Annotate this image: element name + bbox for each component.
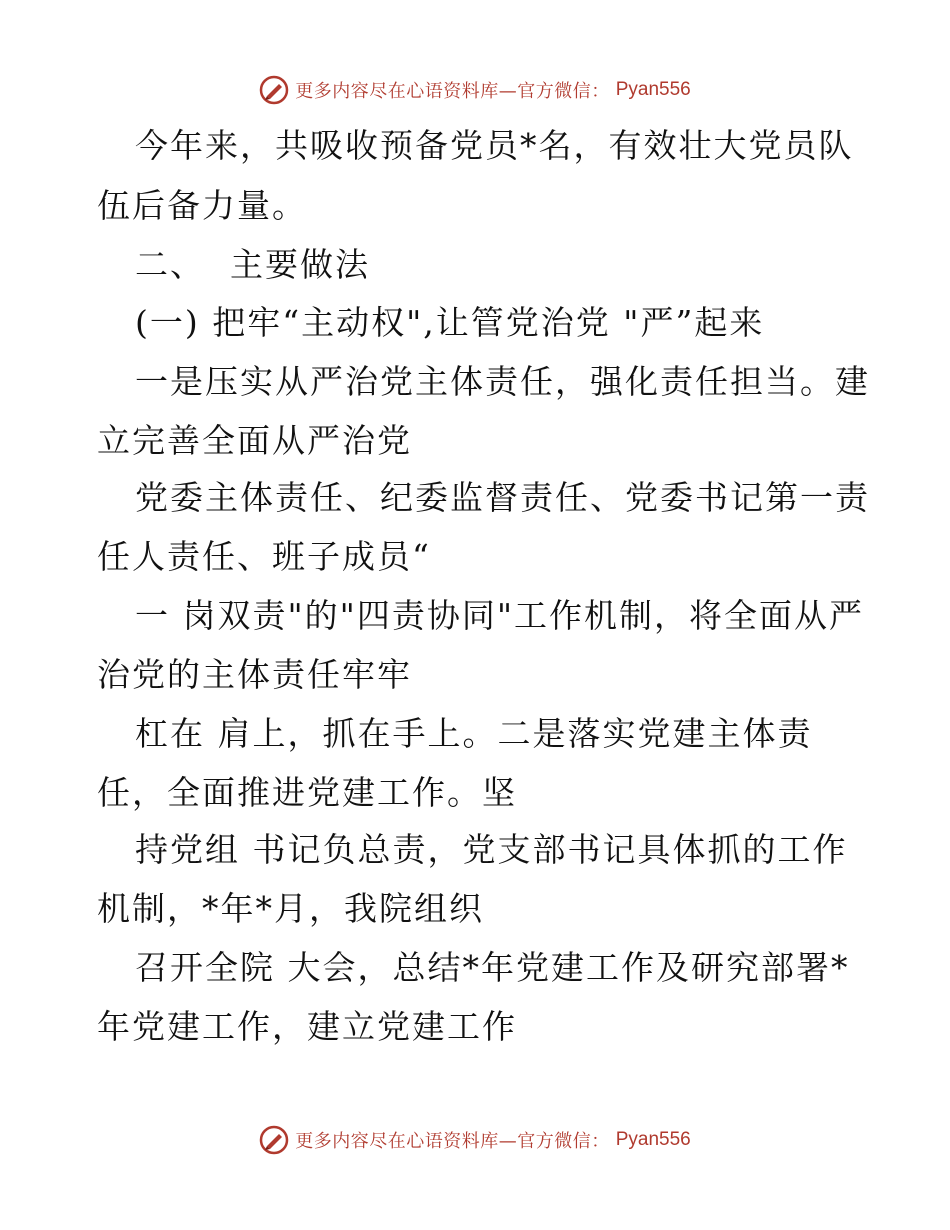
section-heading: 二、 主要做法	[135, 245, 370, 284]
subsection-heading: (一) 把牢“主动权",让管党治党 "严”起来	[135, 303, 765, 342]
body-line: 立完善全面从严治党	[97, 421, 412, 460]
pen-logo-icon	[259, 75, 289, 105]
body-line: 任人责任、班子成员“	[97, 537, 431, 576]
footer-banner-text: 更多内容尽在心语资料库—官方微信：	[295, 1131, 610, 1152]
body-line: 年党建工作，建立党建工作	[97, 1007, 517, 1046]
body-line: 杠在 肩上，抓在手上。二是落实党建主体责	[135, 714, 813, 753]
body-line: 伍后备力量。	[97, 186, 307, 225]
body-line: 党委主体责任、纪委监督责任、党委书记第一责	[135, 478, 870, 517]
header-banner-text: 更多内容尽在心语资料库—官方微信：	[295, 81, 610, 102]
header-banner-wechat: Pyan556	[615, 79, 691, 100]
body-line: 一 岗双责"的"四责协同"工作机制，将全面从严	[135, 596, 865, 635]
footer-banner-wechat: Pyan556	[615, 1129, 691, 1150]
body-line: 召开全院 大会，总结*年党建工作及研究部署*	[135, 948, 850, 987]
body-line: 机制，*年*月，我院组织	[97, 889, 484, 928]
body-line: 今年来，共吸收预备党员*名，有效壮大党员队	[135, 126, 854, 165]
header-banner	[0, 70, 950, 110]
pen-logo-icon	[259, 1125, 289, 1155]
body-line: 持党组 书记负总责，党支部书记具体抓的工作	[135, 830, 848, 869]
body-line: 任，全面推进党建工作。坚	[97, 773, 517, 812]
body-line: 一是压实从严治党主体责任，强化责任担当。建	[135, 362, 870, 401]
body-line: 治党的主体责任牢牢	[97, 655, 412, 694]
footer-banner	[0, 1120, 950, 1160]
